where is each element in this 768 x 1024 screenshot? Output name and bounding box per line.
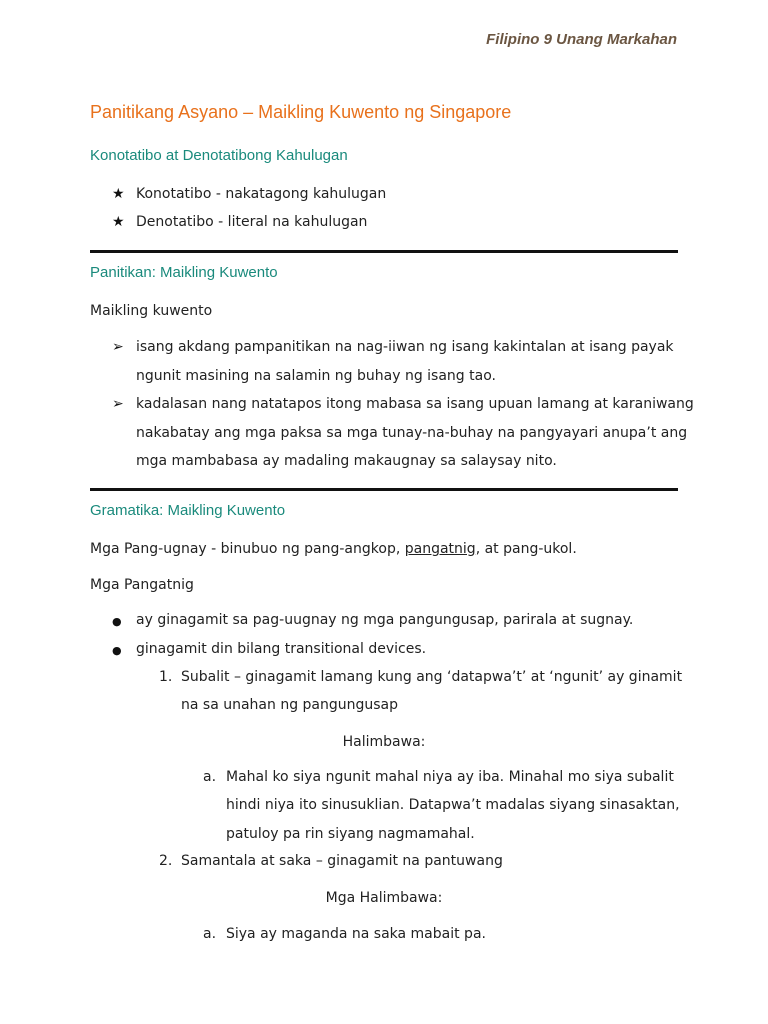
example-letter: a. [203,926,217,942]
arrow-bullet-icon: ➢ [112,339,124,355]
example-line: Mahal ko siya ngunit mahal niya ay iba. Minahal mo siya subalit [226,769,674,785]
star-bullet-icon: ★ [112,214,125,230]
list-item-line: mga mambabasa ay madaling makaugnay sa salaysay nito. [136,453,557,469]
list-item: Konotatibo - nakatagong kahulugan [136,186,387,202]
intro-text: , at pang-ukol. [475,541,577,557]
document-header: Filipino 9 Unang Markahan [486,31,677,48]
intro-text: Mga Pang-ugnay - binubuo ng pang-angkop, [90,541,405,557]
list-number: 2. [159,853,173,869]
star-bullet-icon: ★ [112,186,125,202]
section-divider [90,250,678,253]
list-item-line: ngunit masining na salamin ng buhay ng isang tao. [136,368,496,384]
list-item: Denotatibo - literal na kahulugan [136,214,368,230]
list-item-line: isang akdang pampanitikan na nag-iiwan ng isang kakintalan at isang payak [136,339,674,355]
paragraph-pang-ugnay [90,541,577,557]
paragraph: Maikling kuwento [90,303,213,319]
underlined-term: pangatnig [404,541,476,557]
example-line: Siya ay maganda na saka mabait pa. [226,926,486,942]
dot-bullet-icon: ● [112,644,122,657]
section-heading-gramatika: Gramatika: Maikling Kuwento [90,502,286,519]
example-label: Halimbawa: [342,734,426,750]
numbered-item-line: na sa unahan ng pangungusap [181,697,399,713]
section-heading-panitikan: Panitikan: Maikling Kuwento [90,264,278,281]
example-line: hindi niya ito sinusuklian. Datapwa’t madalas siyang sinasaktan, [226,797,680,813]
example-label: Mga Halimbawa: [325,890,443,906]
list-item: ginagamit din bilang transitional devices. [136,641,427,657]
section-divider [90,488,678,491]
numbered-item-line: Subalit – ginagamit lamang kung ang ‘datapwa’t’ at ‘ngunit’ ay ginamit [181,669,683,685]
list-item-line: nakabatay ang mga paksa sa mga tunay-na-buhay na pangyayari anupa’t ang [136,425,688,441]
numbered-item-line: Samantala at saka – ginagamit na pantuwang [181,853,503,869]
dot-bullet-icon: ● [112,615,122,628]
arrow-bullet-icon: ➢ [112,396,124,412]
example-letter: a. [203,769,217,785]
list-number: 1. [159,669,173,685]
list-item-line: kadalasan nang natatapos itong mabasa sa isang upuan lamang at karaniwang [136,396,694,412]
document-title: Panitikang Asyano – Maikling Kuwento ng Singapore [90,102,512,122]
sub-heading: Mga Pangatnig [90,577,194,593]
section-heading-kahulugan: Konotatibo at Denotatibong Kahulugan [90,147,348,164]
list-item: ay ginagamit sa pag-uugnay ng mga pangungusap, parirala at sugnay. [136,612,634,628]
example-line: patuloy pa rin siyang nagmamahal. [226,826,475,842]
